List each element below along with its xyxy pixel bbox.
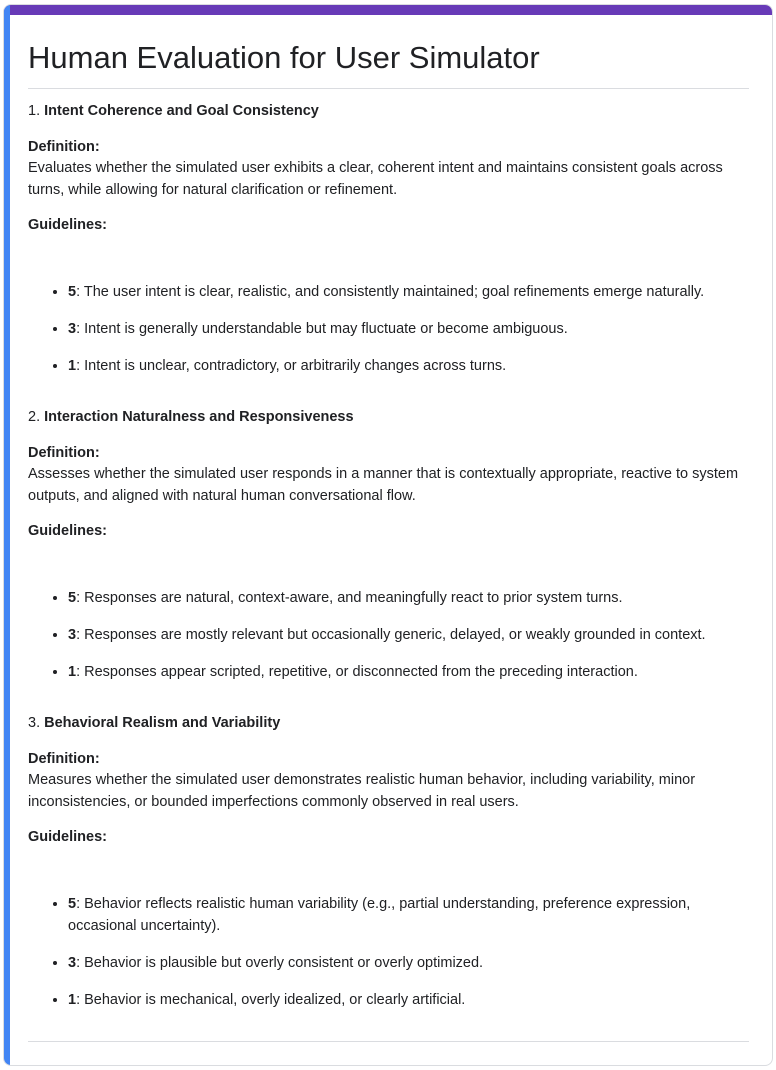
guideline-item <box>68 952 749 974</box>
guideline-score: 1 <box>68 664 77 680</box>
guideline-text: : Behavior is plausible but overly consistent or overly optimized. <box>76 955 484 971</box>
definition-text: Evaluates whether the simulated user exhibits a clear, coherent intent and maintains consistent goals across turns, while allowing for natural clarification or refinement. <box>28 160 723 198</box>
definition-text: Measures whether the simulated user demonstrates realistic human behavior, including variability, minor inconsistencies, or bounded imperfections commonly observed in real users. <box>28 772 696 810</box>
criterion-section-3 <box>28 713 749 1011</box>
criterion-heading <box>28 101 749 121</box>
guideline-item <box>68 281 749 303</box>
guideline-item <box>68 661 749 683</box>
criterion-number: 1. <box>28 103 41 119</box>
card-left-accent-bar <box>4 5 10 1065</box>
guidelines-label: Guidelines: <box>28 829 107 845</box>
guidelines-label: Guidelines: <box>28 523 107 539</box>
guideline-score: 3 <box>68 321 77 337</box>
guideline-text: : The user intent is clear, realistic, and consistently maintained; goal refinements emerge naturally. <box>76 284 705 300</box>
guideline-item <box>68 893 749 937</box>
guideline-score: 5 <box>68 896 77 912</box>
criterion-section-2 <box>28 407 749 683</box>
guideline-item <box>68 355 749 377</box>
guidelines-list <box>28 893 749 1011</box>
guideline-score: 3 <box>68 955 77 971</box>
guidelines-list <box>28 281 749 377</box>
guideline-item <box>68 587 749 609</box>
criterion-section-1 <box>28 101 749 377</box>
guideline-text: : Behavior reflects realistic human variability (e.g., partial understanding, preference expression, occasional uncertainty). <box>68 896 691 934</box>
guideline-text: : Responses appear scripted, repetitive, or disconnected from the preceding interaction. <box>76 664 638 680</box>
criterion-name: Interaction Naturalness and Responsiveness <box>44 409 354 425</box>
guideline-item <box>68 624 749 646</box>
guideline-text: : Responses are mostly relevant but occasionally generic, delayed, or weakly grounded in context. <box>76 627 706 643</box>
guideline-text: : Behavior is mechanical, overly idealized, or clearly artificial. <box>76 992 466 1008</box>
guideline-text: : Intent is generally understandable but may fluctuate or become ambiguous. <box>76 321 568 337</box>
guideline-score: 1 <box>68 358 77 374</box>
guideline-score: 5 <box>68 284 77 300</box>
definition-text: Assesses whether the simulated user responds in a manner that is contextually appropriate, reactive to system outputs, and aligned with natural human conversational flow. <box>28 466 739 504</box>
guideline-item <box>68 989 749 1011</box>
guidelines-label: Guidelines: <box>28 217 107 233</box>
guidelines-list <box>28 587 749 683</box>
criterion-number: 3. <box>28 715 41 731</box>
criterion-heading <box>28 407 749 427</box>
guideline-score: 1 <box>68 992 77 1008</box>
bottom-divider <box>28 1041 749 1042</box>
card-top-accent-bar <box>4 5 772 15</box>
guideline-text: : Intent is unclear, contradictory, or arbitrarily changes across turns. <box>76 358 507 374</box>
page-title: Human Evaluation for User Simulator <box>28 39 749 89</box>
guideline-text: : Responses are natural, context-aware, and meaningfully react to prior system turns. <box>76 590 623 606</box>
criterion-name: Intent Coherence and Goal Consistency <box>44 103 319 119</box>
criterion-heading <box>28 713 749 733</box>
form-description <box>28 15 749 1011</box>
guideline-score: 3 <box>68 627 77 643</box>
definition-label: Definition: <box>28 139 100 155</box>
definition-label: Definition: <box>28 751 100 767</box>
guideline-score: 5 <box>68 590 77 606</box>
guideline-item <box>68 318 749 340</box>
criterion-name: Behavioral Realism and Variability <box>44 715 281 731</box>
criterion-number: 2. <box>28 409 41 425</box>
definition-label: Definition: <box>28 445 100 461</box>
form-header-card <box>3 4 773 1066</box>
